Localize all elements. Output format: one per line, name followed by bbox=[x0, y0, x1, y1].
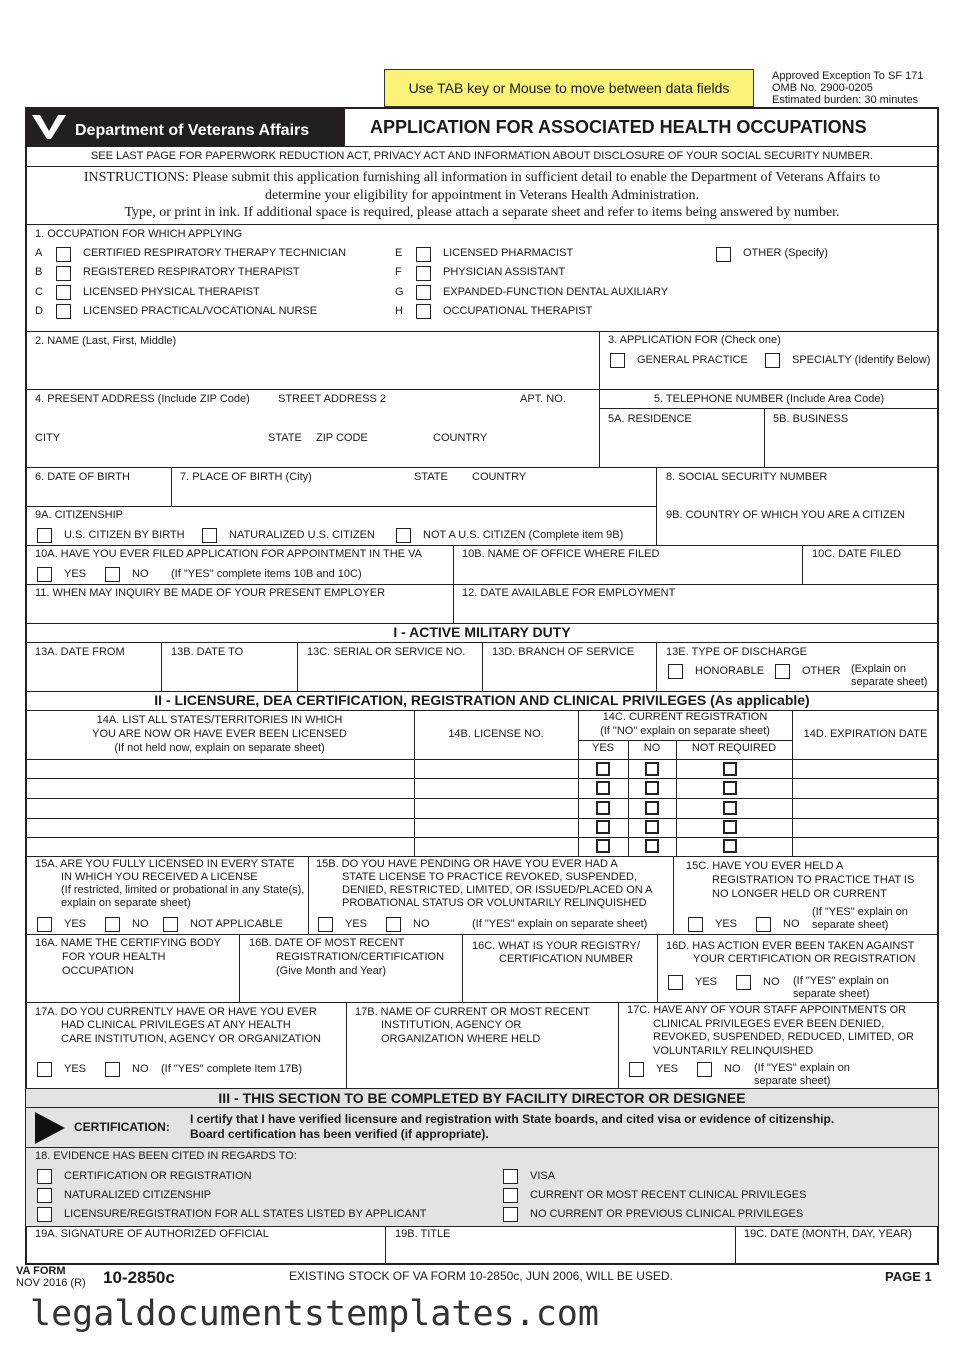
q16d-checkbox-yes[interactable] bbox=[668, 975, 683, 990]
footer-va-form: VA FORM bbox=[16, 1265, 66, 1277]
q16d-note-2: separate sheet) bbox=[793, 988, 870, 1000]
q1-checkbox-d[interactable] bbox=[56, 304, 71, 319]
certification-line-2: Board certification has been verified (if appropriate). bbox=[190, 1127, 489, 1141]
q2-name-label: 2. NAME (Last, First, Middle) bbox=[35, 335, 177, 347]
q10c-label: 10C. DATE FILED bbox=[812, 548, 902, 560]
instructions-line-2: determine your eligibility for appointment in Veterans Health Administration. bbox=[264, 188, 700, 203]
q16b-line-2: REGISTRATION/CERTIFICATION bbox=[276, 951, 445, 963]
q17a-checkbox-no[interactable] bbox=[105, 1062, 120, 1077]
q1-option-d: LICENSED PRACTICAL/VOCATIONAL NURSE bbox=[83, 305, 318, 317]
q7-state-label: STATE bbox=[414, 471, 448, 483]
q17c-yes: YES bbox=[656, 1063, 679, 1075]
q1-letter-g: G bbox=[395, 286, 404, 298]
q13e-label: 13E. TYPE OF DISCHARGE bbox=[666, 646, 808, 658]
q18-opt-no-privileges: NO CURRENT OR PREVIOUS CLINICAL PRIVILEGES bbox=[530, 1208, 804, 1220]
agency-name: Department of Veterans Affairs bbox=[75, 122, 310, 139]
q16a-line-2: FOR YOUR HEALTH bbox=[62, 951, 166, 963]
q19c-label: 19C. DATE (MONTH, DAY, YEAR) bbox=[744, 1228, 912, 1240]
q13b-label: 13B. DATE TO bbox=[171, 646, 244, 658]
q12-label: 12. DATE AVAILABLE FOR EMPLOYMENT bbox=[462, 587, 676, 599]
q10a-checkbox-yes[interactable] bbox=[37, 567, 52, 582]
q5b-business-label: 5B. BUSINESS bbox=[773, 413, 849, 425]
q15c-checkbox-yes[interactable] bbox=[688, 917, 703, 932]
q16d-line-2: YOUR CERTIFICATION OR REGISTRATION bbox=[693, 953, 916, 965]
q15a-na: NOT APPLICABLE bbox=[190, 918, 283, 930]
q1-letter-c: C bbox=[35, 286, 43, 298]
q14c-line-1: 14C. CURRENT REGISTRATION bbox=[602, 711, 768, 723]
footer-form-number: 10-2850c bbox=[103, 1268, 175, 1287]
q17c-line-3: REVOKED, SUSPENDED, REDUCED, LIMITED, OR bbox=[653, 1031, 914, 1043]
q4-zip-label: ZIP CODE bbox=[316, 432, 368, 444]
q15b-yes: YES bbox=[345, 918, 368, 930]
q16b-line-3: (Give Month and Year) bbox=[276, 965, 387, 977]
q1-option-other: OTHER (Specify) bbox=[743, 247, 828, 259]
q11-label: 11. WHEN MAY INQUIRY BE MADE OF YOUR PRESENT EMPLOYER bbox=[35, 587, 386, 599]
q16d-no: NO bbox=[763, 976, 780, 988]
q1-letter-h: H bbox=[395, 305, 403, 317]
q1-option-c: LICENSED PHYSICAL THERAPIST bbox=[83, 286, 260, 298]
q3-checkbox-specialty[interactable] bbox=[765, 353, 780, 368]
q1-option-b: REGISTERED RESPIRATORY THERAPIST bbox=[83, 266, 300, 278]
q14c-row5-yes[interactable] bbox=[596, 839, 610, 853]
q14d-label: 14D. EXPIRATION DATE bbox=[803, 728, 928, 740]
q15b-checkbox-no[interactable] bbox=[386, 917, 401, 932]
q15c-line-3: NO LONGER HELD OR CURRENT bbox=[712, 888, 887, 900]
q15b-line-2: STATE LICENSE TO PRACTICE REVOKED, SUSPENDED, bbox=[342, 871, 638, 883]
q14c-row5-no[interactable] bbox=[645, 839, 659, 853]
q7-country-label: COUNTRY bbox=[472, 471, 527, 483]
q15c-note-2: separate sheet) bbox=[812, 919, 889, 931]
q18-opt-current-privileges: CURRENT OR MOST RECENT CLINICAL PRIVILEGES bbox=[530, 1189, 807, 1201]
q1-letter-d: D bbox=[35, 305, 43, 317]
q13c-label: 13C. SERIAL OR SERVICE NO. bbox=[307, 646, 466, 658]
q15c-note-1: (If "YES" explain on bbox=[812, 906, 908, 918]
q17a-note: (If "YES" complete Item 17B) bbox=[161, 1063, 303, 1075]
q15b-line-4: PROBATIONAL STATUS OR VOLUNTARILY RELINQUISHED bbox=[342, 897, 647, 909]
q4-state-label: STATE bbox=[268, 432, 302, 444]
q17a-checkbox-yes[interactable] bbox=[37, 1062, 52, 1077]
q17a-line-2: HAD CLINICAL PRIVILEGES AT ANY HEALTH bbox=[61, 1019, 291, 1031]
approval-line-2: OMB No. 2900-0205 bbox=[772, 82, 873, 94]
q16d-yes: YES bbox=[695, 976, 718, 988]
q9a-label: 9A. CITIZENSHIP bbox=[35, 509, 124, 521]
q18-label: 18. EVIDENCE HAS BEEN CITED IN REGARDS TO: bbox=[35, 1150, 297, 1162]
q17c-line-1: 17C. HAVE ANY OF YOUR STAFF APPOINTMENTS OR bbox=[627, 1004, 907, 1016]
q10a-checkbox-no[interactable] bbox=[105, 567, 120, 582]
q15a-line-3: (If restricted, limited or probational in any State(s), bbox=[61, 884, 305, 896]
q15c-checkbox-no[interactable] bbox=[756, 917, 771, 932]
approval-line-1: Approved Exception To SF 171 bbox=[772, 70, 924, 82]
q8-ssn-label: 8. SOCIAL SECURITY NUMBER bbox=[666, 471, 828, 483]
q15b-no: NO bbox=[413, 918, 430, 930]
q17c-note-2: separate sheet) bbox=[754, 1075, 831, 1087]
q17c-line-2: CLINICAL PRIVILEGES EVER BEEN DENIED, bbox=[653, 1018, 885, 1030]
q18-checkbox-naturalized[interactable] bbox=[37, 1188, 52, 1203]
va-logo-icon bbox=[30, 111, 68, 141]
q15a-line-2: IN WHICH YOU RECEIVED A LICENSE bbox=[61, 871, 258, 883]
q3-specialty-label: SPECIALTY (Identify Below) bbox=[792, 354, 931, 366]
q1-letter-a: A bbox=[35, 247, 43, 259]
watermark: legaldocumentstemplates.com bbox=[30, 1294, 599, 1334]
q9a-opt-noncitizen: NOT A U.S. CITIZEN (Complete item 9B) bbox=[423, 529, 624, 541]
q9a-opt-birth: U.S. CITIZEN BY BIRTH bbox=[64, 529, 185, 541]
q14c-row3-yes[interactable] bbox=[596, 801, 610, 815]
q3-general-label: GENERAL PRACTICE bbox=[637, 354, 748, 366]
q1-checkbox-a[interactable] bbox=[56, 247, 71, 262]
q1-option-e: LICENSED PHARMACIST bbox=[443, 247, 574, 259]
q1-option-f: PHYSICIAN ASSISTANT bbox=[443, 266, 566, 278]
q14c-no-header: NO bbox=[643, 742, 661, 754]
q13d-label: 13D. BRANCH OF SERVICE bbox=[492, 646, 635, 658]
q4-street2-label: STREET ADDRESS 2 bbox=[278, 393, 386, 405]
q9a-checkbox-naturalized[interactable] bbox=[202, 528, 217, 543]
q15c-line-1: 15C. HAVE YOU EVER HELD A bbox=[686, 860, 844, 872]
q13e-checkbox-other[interactable] bbox=[775, 664, 790, 679]
q15a-yes: YES bbox=[64, 918, 87, 930]
q4-label: 4. PRESENT ADDRESS (Include ZIP Code) bbox=[35, 393, 250, 405]
q15a-checkbox-yes[interactable] bbox=[37, 917, 52, 932]
q7-label: 7. PLACE OF BIRTH (City) bbox=[180, 471, 312, 483]
q9a-opt-naturalized: NATURALIZED U.S. CITIZEN bbox=[229, 529, 375, 541]
q18-opt-visa: VISA bbox=[530, 1170, 556, 1182]
certification-line-1: I certify that I have verified licensure and registration with State boards, and cited visa or evidence of citizenship. bbox=[190, 1112, 835, 1126]
q1-option-g: EXPANDED-FUNCTION DENTAL AUXILIARY bbox=[443, 286, 669, 298]
q14c-row2-no[interactable] bbox=[645, 781, 659, 795]
q15a-checkbox-na[interactable] bbox=[163, 917, 178, 932]
q18-checkbox-current-privileges[interactable] bbox=[503, 1188, 518, 1203]
q14c-row4-yes[interactable] bbox=[596, 820, 610, 834]
q1-label: 1. OCCUPATION FOR WHICH APPLYING bbox=[35, 228, 243, 240]
q9b-label: 9B. COUNTRY OF WHICH YOU ARE A CITIZEN bbox=[666, 509, 905, 521]
instructions-line-3: Type, or print in ink. If additional space is required, please attach a separate sheet and refer to items being answered by number. bbox=[124, 205, 840, 220]
q17c-no: NO bbox=[724, 1063, 741, 1075]
q16a-line-3: OCCUPATION bbox=[62, 965, 134, 977]
q17a-line-1: 17A. DO YOU CURRENTLY HAVE OR HAVE YOU EVER bbox=[35, 1006, 317, 1018]
certification-label: CERTIFICATION: bbox=[74, 1120, 170, 1134]
q13e-honorable: HONORABLE bbox=[695, 665, 765, 677]
q14c-line-2: (If "NO" explain on separate sheet) bbox=[600, 725, 770, 737]
q18-checkbox-licensure[interactable] bbox=[37, 1207, 52, 1222]
q18-checkbox-certification[interactable] bbox=[37, 1169, 52, 1184]
q5a-residence-label: 5A. RESIDENCE bbox=[608, 413, 692, 425]
q17a-no: NO bbox=[132, 1063, 149, 1075]
section-2-heading: II - LICENSURE, DEA CERTIFICATION, REGISTRATION AND CLINICAL PRIVILEGES (As applicable) bbox=[154, 692, 810, 708]
q1-letter-e: E bbox=[395, 247, 403, 259]
q10a-yes: YES bbox=[64, 568, 87, 580]
q15a-line-1: 15A. ARE YOU FULLY LICENSED IN EVERY STATE bbox=[35, 858, 295, 870]
q16d-note-1: (If "YES" explain on bbox=[793, 975, 889, 987]
q14c-notreq-header: NOT REQUIRED bbox=[691, 742, 777, 754]
q16b-line-1: 16B. DATE OF MOST RECENT bbox=[249, 937, 405, 949]
q17b-line-3: ORGANIZATION WHERE HELD bbox=[381, 1033, 541, 1045]
q1-checkbox-b[interactable] bbox=[56, 266, 71, 281]
q19a-label: 19A. SIGNATURE OF AUTHORIZED OFFICIAL bbox=[35, 1228, 269, 1240]
q15a-line-4: explain on separate sheet) bbox=[61, 897, 191, 909]
q15b-line-1: 15B. DO YOU HAVE PENDING OR HAVE YOU EVER HAD A bbox=[316, 858, 618, 870]
q18-checkbox-visa[interactable] bbox=[503, 1169, 518, 1184]
q15b-line-3: DENIED, RESTRICTED, LIMITED, OR ISSUED/PLACED ON A bbox=[342, 884, 653, 896]
q15a-no: NO bbox=[132, 918, 149, 930]
q1-letter-f: F bbox=[395, 266, 402, 278]
q3-checkbox-general[interactable] bbox=[610, 353, 625, 368]
q18-opt-naturalized: NATURALIZED CITIZENSHIP bbox=[64, 1189, 212, 1201]
q10a-label: 10A. HAVE YOU EVER FILED APPLICATION FOR APPOINTMENT IN THE VA bbox=[35, 548, 422, 560]
q15a-checkbox-no[interactable] bbox=[105, 917, 120, 932]
q17a-yes: YES bbox=[64, 1063, 87, 1075]
q1-checkbox-f[interactable] bbox=[416, 266, 431, 281]
q14c-row4-notreq[interactable] bbox=[723, 820, 737, 834]
section-3-heading: III - THIS SECTION TO BE COMPLETED BY FACILITY DIRECTOR OR DESIGNEE bbox=[218, 1090, 746, 1106]
q1-checkbox-c[interactable] bbox=[56, 285, 71, 300]
certification-arrow-icon bbox=[35, 1112, 65, 1144]
q6-dob-label: 6. DATE OF BIRTH bbox=[35, 471, 130, 483]
q14c-row2-yes[interactable] bbox=[596, 781, 610, 795]
q10a-no: NO bbox=[132, 568, 149, 580]
q3-label: 3. APPLICATION FOR (Check one) bbox=[608, 334, 781, 346]
q17c-note-1: (If "YES" explain on bbox=[754, 1062, 850, 1074]
q19b-label: 19B. TITLE bbox=[395, 1228, 451, 1240]
q16c-line-2: CERTIFICATION NUMBER bbox=[499, 953, 634, 965]
q18-opt-certification: CERTIFICATION OR REGISTRATION bbox=[64, 1170, 252, 1182]
q1-checkbox-other[interactable] bbox=[716, 247, 731, 262]
q10a-note: (If "YES" complete items 10B and 10C) bbox=[171, 568, 362, 580]
q10b-label: 10B. NAME OF OFFICE WHERE FILED bbox=[462, 548, 660, 560]
q14c-row5-notreq[interactable] bbox=[723, 839, 737, 853]
q16c-line-1: 16C. WHAT IS YOUR REGISTRY/ bbox=[472, 940, 640, 952]
q14a-line-1: 14A. LIST ALL STATES/TERRITORIES IN WHICH bbox=[96, 714, 343, 726]
q1-checkbox-e[interactable] bbox=[416, 247, 431, 262]
q15c-no: NO bbox=[783, 918, 800, 930]
privacy-note: SEE LAST PAGE FOR PAPERWORK REDUCTION ACT, PRIVACY ACT AND INFORMATION ABOUT DISCLOSURE OF YOUR SOCIAL SECURITY NUMBER. bbox=[90, 150, 874, 162]
q17c-checkbox-no[interactable] bbox=[697, 1062, 712, 1077]
form-title: APPLICATION FOR ASSOCIATED HEALTH OCCUPATIONS bbox=[370, 117, 867, 137]
q1-checkbox-h[interactable] bbox=[416, 304, 431, 319]
q14c-yes-header: YES bbox=[591, 742, 614, 754]
q17a-line-3: CARE INSTITUTION, AGENCY OR ORGANIZATION bbox=[61, 1033, 321, 1045]
q5-label: 5. TELEPHONE NUMBER (Include Area Code) bbox=[653, 393, 885, 405]
section-1-heading: I - ACTIVE MILITARY DUTY bbox=[393, 624, 571, 640]
q15c-yes: YES bbox=[715, 918, 738, 930]
footer-page: PAGE 1 bbox=[885, 1269, 932, 1284]
q13a-label: 13A. DATE FROM bbox=[35, 646, 125, 658]
q1-checkbox-g[interactable] bbox=[416, 285, 431, 300]
q9a-checkbox-birth[interactable] bbox=[37, 528, 52, 543]
q4-apt-label: APT. NO. bbox=[520, 393, 566, 405]
q16a-line-1: 16A. NAME THE CERTIFYING BODY bbox=[35, 937, 222, 949]
q18-checkbox-no-privileges[interactable] bbox=[503, 1207, 518, 1222]
q15b-checkbox-yes[interactable] bbox=[318, 917, 333, 932]
q17b-line-1: 17B. NAME OF CURRENT OR MOST RECENT bbox=[355, 1006, 590, 1018]
q14b-label: 14B. LICENSE NO. bbox=[448, 728, 544, 740]
q9a-checkbox-noncitizen[interactable] bbox=[396, 528, 411, 543]
q13e-explain-2: separate sheet) bbox=[851, 676, 928, 688]
footer-date: NOV 2016 (R) bbox=[16, 1277, 86, 1289]
q14a-line-3: (If not held now, explain on separate sheet) bbox=[114, 742, 325, 754]
q1-option-h: OCCUPATIONAL THERAPIST bbox=[443, 305, 593, 317]
q13e-checkbox-honorable[interactable] bbox=[668, 664, 683, 679]
q1-option-a: CERTIFIED RESPIRATORY THERAPY TECHNICIAN bbox=[83, 247, 347, 259]
q17b-line-2: INSTITUTION, AGENCY OR bbox=[381, 1019, 522, 1031]
q16d-line-1: 16D. HAS ACTION EVER BEEN TAKEN AGAINST bbox=[666, 940, 915, 952]
q14c-row4-no[interactable] bbox=[645, 820, 659, 834]
tab-instruction-banner: Use TAB key or Mouse to move between data fields bbox=[384, 69, 754, 107]
q18-opt-licensure: LICENSURE/REGISTRATION FOR ALL STATES LISTED BY APPLICANT bbox=[64, 1208, 427, 1220]
instructions-line-1: INSTRUCTIONS: Please submit this application furnishing all information in sufficient detail to enable the Department of Veterans Affairs to bbox=[83, 170, 881, 185]
q14c-row1-no[interactable] bbox=[645, 762, 659, 776]
q14c-row2-notreq[interactable] bbox=[723, 781, 737, 795]
q4-country-label: COUNTRY bbox=[433, 432, 488, 444]
q17c-line-4: VOLUNTARILY RELINQUISHED bbox=[653, 1045, 814, 1057]
q17c-checkbox-yes[interactable] bbox=[629, 1062, 644, 1077]
q14c-row3-notreq[interactable] bbox=[723, 801, 737, 815]
footer-stock-note: EXISTING STOCK OF VA FORM 10-2850c, JUN 2006, WILL BE USED. bbox=[289, 1269, 673, 1283]
q4-city-label: CITY bbox=[35, 432, 61, 444]
q15c-line-2: REGISTRATION TO PRACTICE THAT IS bbox=[712, 874, 915, 886]
q14c-row1-yes[interactable] bbox=[596, 762, 610, 776]
q13e-other: OTHER bbox=[802, 665, 841, 677]
q1-letter-b: B bbox=[35, 266, 43, 278]
q13e-explain-1: (Explain on bbox=[851, 663, 907, 675]
q14c-row1-notreq[interactable] bbox=[723, 762, 737, 776]
q14c-row3-no[interactable] bbox=[645, 801, 659, 815]
q14a-line-2: YOU ARE NOW OR HAVE EVER BEEN LICENSED bbox=[92, 728, 347, 740]
approval-line-3: Estimated burden: 30 minutes bbox=[772, 94, 919, 106]
q15b-note: (If "YES" explain on separate sheet) bbox=[472, 918, 648, 930]
q16d-checkbox-no[interactable] bbox=[736, 975, 751, 990]
